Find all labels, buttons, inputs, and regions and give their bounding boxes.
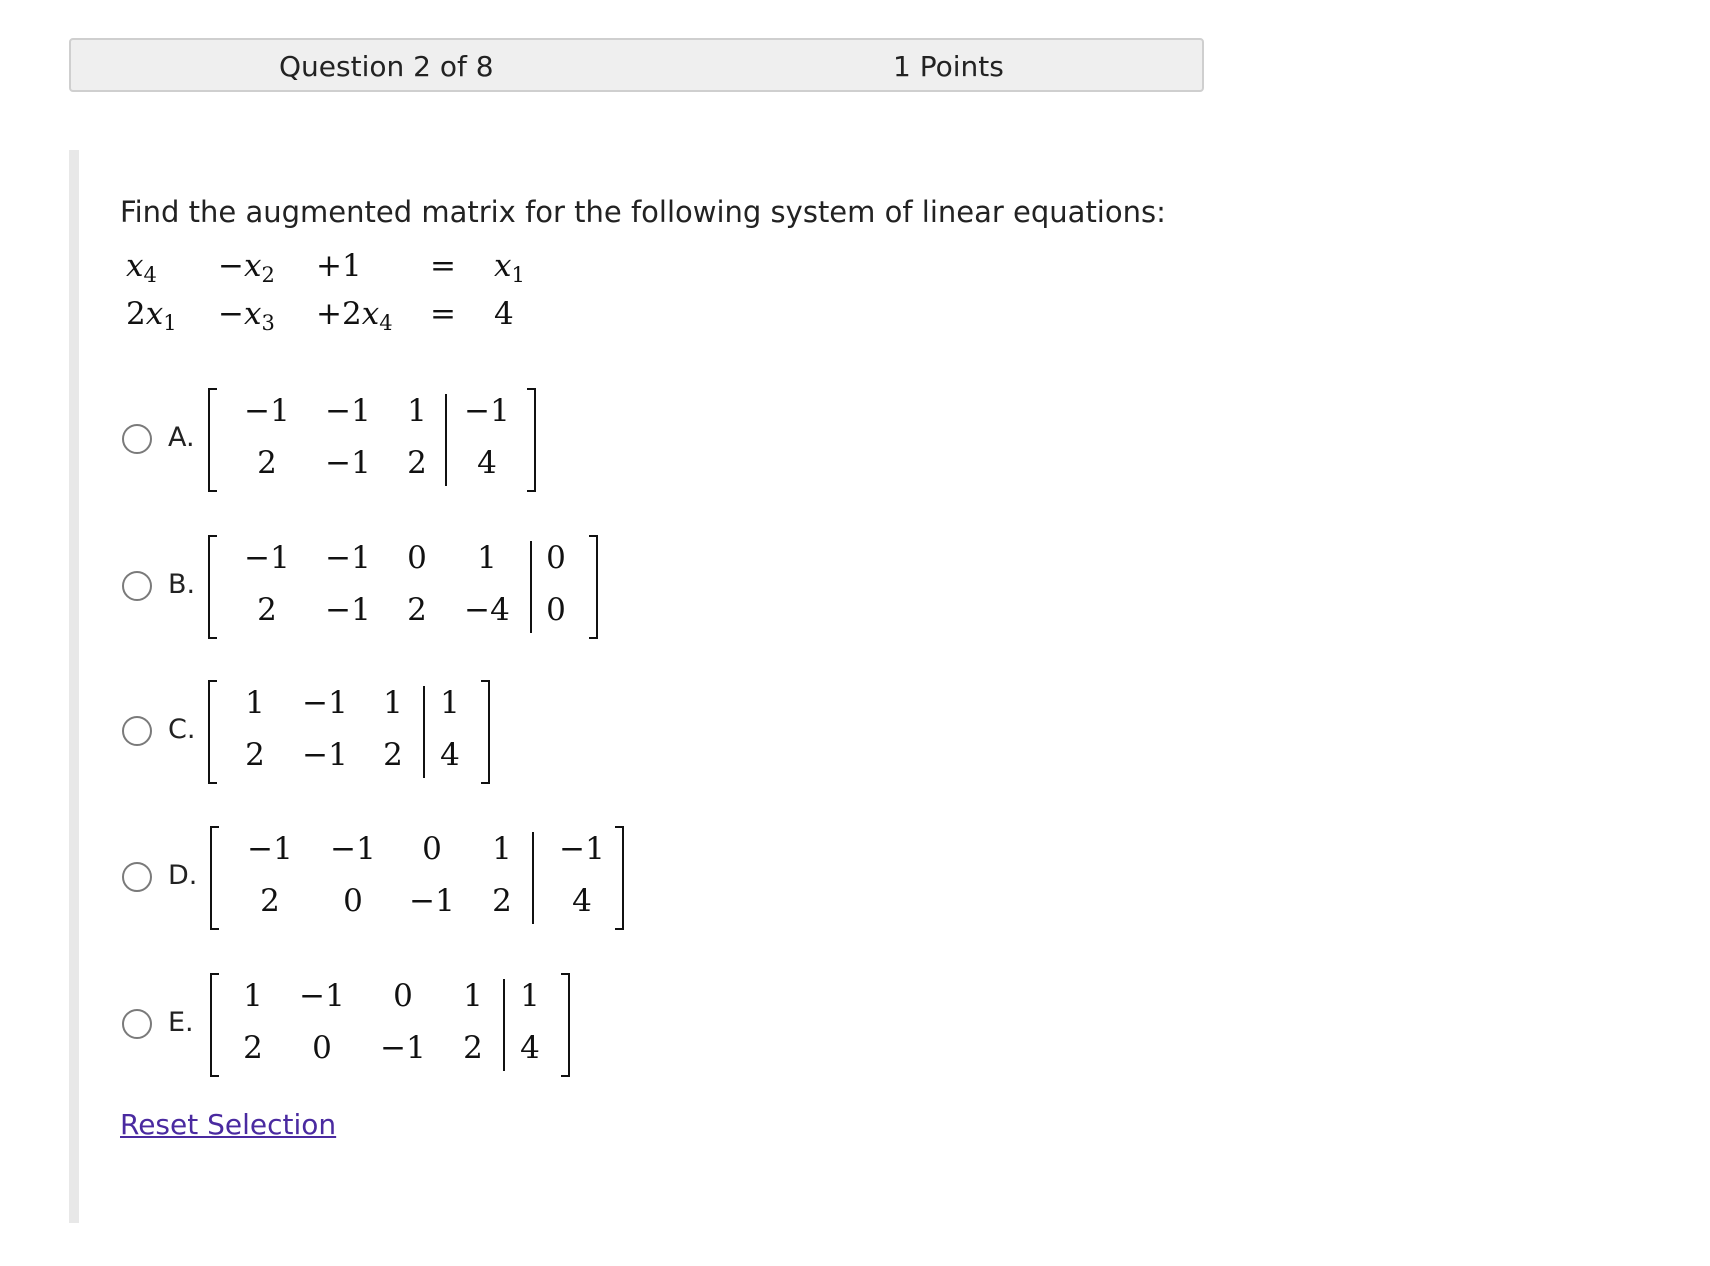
equation-term <box>218 248 275 287</box>
equation-term <box>316 296 393 335</box>
term-variable: x <box>494 248 512 284</box>
term-subscript: 1 <box>511 263 525 287</box>
matrix-entry: 1 <box>463 978 483 1014</box>
term-subscript: 2 <box>261 263 275 287</box>
matrix-left-bracket <box>208 535 217 639</box>
question-points: 1 Points <box>893 50 1004 83</box>
matrix-entry: 1 <box>383 685 403 721</box>
matrix-entry: 0 <box>546 540 566 576</box>
question-number: Question 2 of 8 <box>279 50 494 83</box>
matrix-entry: 0 <box>393 978 413 1014</box>
term-variable: x <box>126 248 144 284</box>
term-subscript: 1 <box>163 311 177 335</box>
choice-letter: A. <box>168 422 195 453</box>
matrix-entry: −1 <box>325 393 371 429</box>
equation-rhs <box>494 296 514 332</box>
matrix-entry: 2 <box>383 737 403 773</box>
matrix-entry: 2 <box>257 592 277 628</box>
matrix-entry: 2 <box>257 445 277 481</box>
equation-rhs <box>494 248 525 287</box>
matrix-entry: −1 <box>559 831 605 867</box>
matrix-entry: 2 <box>492 883 512 919</box>
matrix-right-bracket <box>527 388 536 492</box>
term-coefficient: − <box>218 248 244 284</box>
matrix-entry: −1 <box>380 1030 426 1066</box>
matrix-entry: 4 <box>440 737 460 773</box>
matrix-entry: −1 <box>464 393 510 429</box>
matrix-entry: −1 <box>244 540 290 576</box>
matrix-entry: 2 <box>463 1030 483 1066</box>
matrix-entry: 2 <box>260 883 280 919</box>
term-coefficient: 2 <box>126 296 146 332</box>
matrix-entry: 1 <box>407 393 427 429</box>
term-variable: x <box>243 296 262 332</box>
matrix-entry: 1 <box>520 978 540 1014</box>
matrix-entry: −1 <box>409 883 455 919</box>
question-prompt: Find the augmented matrix for the following system of linear equations: <box>120 195 1166 229</box>
matrix-right-bracket <box>615 826 624 930</box>
matrix-entry: 1 <box>243 978 263 1014</box>
matrix-entry: −1 <box>244 393 290 429</box>
matrix-entry: 1 <box>440 685 460 721</box>
matrix-entry: 1 <box>245 685 265 721</box>
equation-term <box>126 296 177 335</box>
choice-letter: C. <box>168 714 196 745</box>
matrix-entry: −1 <box>325 445 371 481</box>
term-variable: x <box>145 296 164 332</box>
choice-letter: E. <box>168 1007 194 1038</box>
matrix-entry: 2 <box>407 592 427 628</box>
reset-selection-link[interactable]: Reset Selection <box>120 1108 337 1141</box>
matrix-entry: 0 <box>343 883 363 919</box>
term-subscript: 4 <box>143 263 157 287</box>
matrix-right-bracket <box>589 535 598 639</box>
choice-letter: D. <box>168 860 198 891</box>
matrix-right-bracket <box>481 680 490 784</box>
radio-button[interactable] <box>122 424 152 454</box>
term-coefficient: +2 <box>316 296 362 332</box>
matrix-entry: 4 <box>572 883 592 919</box>
term-coefficient: 4 <box>494 296 514 332</box>
choice-letter: B. <box>168 569 196 600</box>
matrix-left-bracket <box>210 826 219 930</box>
term-coefficient: +1 <box>316 248 362 284</box>
matrix-entry: −1 <box>330 831 376 867</box>
matrix-entry: −1 <box>247 831 293 867</box>
matrix-entry: 2 <box>245 737 265 773</box>
matrix-entry: 4 <box>520 1030 540 1066</box>
equals-sign: = <box>430 296 456 332</box>
matrix-entry: −1 <box>302 685 348 721</box>
equals-sign: = <box>430 248 456 284</box>
matrix-entry: −1 <box>299 978 345 1014</box>
matrix-entry: 2 <box>243 1030 263 1066</box>
augment-divider <box>532 832 534 924</box>
equation-term <box>218 296 275 335</box>
matrix-left-bracket <box>208 388 217 492</box>
matrix-entry: 1 <box>477 540 497 576</box>
term-subscript: 4 <box>379 311 393 335</box>
matrix-entry: −4 <box>464 592 510 628</box>
radio-button[interactable] <box>122 862 152 892</box>
term-coefficient: − <box>218 296 244 332</box>
radio-button[interactable] <box>122 571 152 601</box>
matrix-entry: 4 <box>477 445 497 481</box>
matrix-entry: −1 <box>302 737 348 773</box>
matrix-entry: 1 <box>492 831 512 867</box>
radio-button[interactable] <box>122 1009 152 1039</box>
matrix-right-bracket <box>561 973 570 1077</box>
equation-term <box>126 248 157 287</box>
equation-term <box>316 248 362 284</box>
radio-button[interactable] <box>122 716 152 746</box>
matrix-entry: 2 <box>407 445 427 481</box>
matrix-entry: 0 <box>407 540 427 576</box>
term-variable: x <box>243 248 262 284</box>
term-subscript: 3 <box>261 311 275 335</box>
matrix-entry: 0 <box>422 831 442 867</box>
matrix-left-bracket <box>208 680 217 784</box>
matrix-entry: −1 <box>325 540 371 576</box>
term-variable: x <box>361 296 380 332</box>
matrix-entry: 0 <box>546 592 566 628</box>
matrix-entry: −1 <box>325 592 371 628</box>
matrix-left-bracket <box>210 973 219 1077</box>
question-header <box>69 38 1204 92</box>
matrix-entry: 0 <box>312 1030 332 1066</box>
